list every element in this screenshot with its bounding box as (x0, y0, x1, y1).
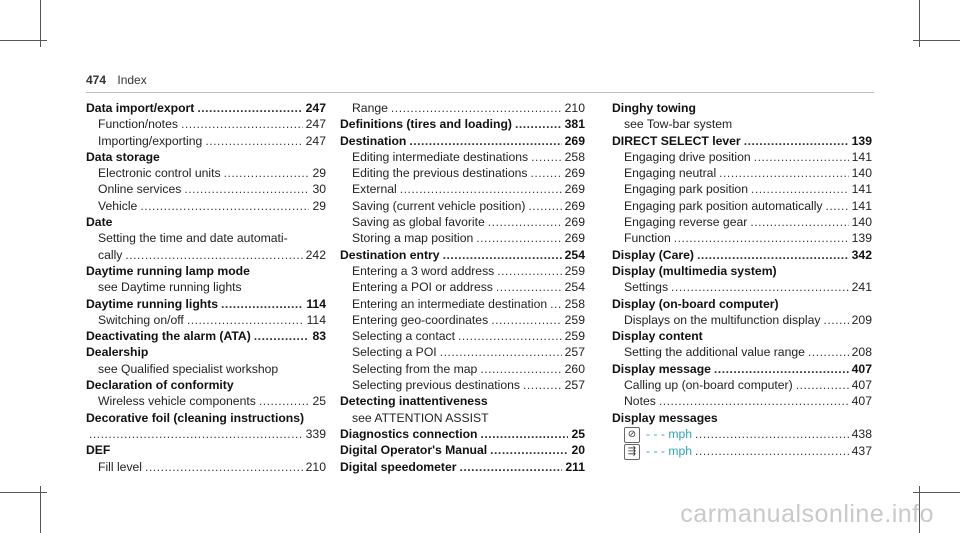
entry-label: Selecting from the map (352, 361, 478, 376)
entry-label: Electronic control units (98, 166, 221, 181)
entry-label: Data import/export (86, 101, 195, 115)
index-entry: Display (on-board computer) (612, 296, 779, 311)
index-entry (612, 393, 872, 409)
page-reference: 407 (851, 361, 872, 376)
watermark: carmanualsonline.info (680, 500, 934, 528)
index-entry: see Qualified specialist workshop (98, 361, 279, 376)
index-entry (612, 214, 872, 230)
entry-label: Engaging park position (624, 182, 748, 197)
entry-label: Importing/exporting (98, 133, 203, 148)
dot-leader (89, 426, 303, 442)
header-divider (86, 92, 874, 93)
dot-leader (695, 426, 849, 442)
dot-leader (523, 377, 562, 393)
entry-label: Setting the additional value range (624, 345, 805, 360)
index-entry (86, 459, 326, 475)
dot-leader (719, 165, 849, 181)
page-reference: 114 (306, 296, 326, 311)
index-entry (612, 361, 872, 377)
page-reference: 269 (564, 215, 585, 230)
dot-leader (659, 393, 849, 409)
dot-leader (460, 459, 563, 475)
index-entry (340, 230, 585, 246)
dot-leader (497, 263, 561, 279)
index-entry (340, 459, 585, 475)
dot-leader (490, 442, 568, 458)
entry-label: Digital speedometer (340, 459, 457, 474)
dot-leader (751, 181, 849, 197)
index-column-1 (86, 100, 326, 475)
entry-label: Editing intermediate destinations (352, 149, 529, 164)
index-entry (340, 279, 585, 295)
dot-leader (476, 230, 561, 246)
entry-label: Engaging neutral (624, 166, 717, 181)
section-title: Index (117, 73, 147, 87)
index-entry (86, 393, 326, 409)
index-entry (612, 426, 872, 443)
speed-placeholder: - - - mph (646, 443, 693, 458)
page-reference: 247 (305, 117, 326, 132)
entry-label: Notes (624, 394, 656, 409)
dot-leader (808, 344, 849, 360)
dot-leader (259, 393, 310, 409)
entry-label: Engaging reverse gear (624, 215, 748, 230)
dot-leader (671, 279, 849, 295)
dot-leader (391, 100, 562, 116)
index-entry: Display content (612, 329, 703, 344)
page-reference: 259 (564, 312, 585, 327)
index-entry (86, 181, 326, 197)
dot-leader (826, 198, 849, 214)
index-entry: Display (multimedia system) (612, 263, 777, 278)
crop-mark (913, 492, 960, 493)
page-reference: 29 (312, 198, 326, 213)
index-entry (86, 133, 326, 149)
index-entry (86, 328, 326, 344)
entry-label: Diagnostics connection (340, 426, 478, 441)
page-reference: 83 (312, 329, 326, 344)
page-reference: 25 (312, 394, 326, 409)
dot-leader (744, 133, 849, 149)
dot-leader (400, 181, 562, 197)
entry-label: Saving as global favorite (352, 215, 485, 230)
page-reference: 269 (564, 231, 585, 246)
entry-label: Destination (340, 133, 407, 148)
dot-leader (197, 100, 302, 116)
index-entry: Declaration of conformity (86, 378, 234, 393)
index-entry: Date (86, 215, 113, 230)
entry-label: Displays on the multifunction display (624, 312, 821, 327)
dot-leader (187, 312, 304, 328)
index-entry: Display messages (612, 410, 718, 425)
entry-label: Daytime running lights (86, 296, 219, 311)
entry-label: Destination entry (340, 247, 440, 262)
dot-leader (823, 312, 848, 328)
index-entry (340, 361, 585, 377)
dot-leader (480, 426, 568, 442)
page-reference: 269 (564, 133, 585, 148)
index-entry: see Tow-bar system (624, 117, 733, 132)
entry-label: DIRECT SELECT lever (612, 133, 741, 148)
index-entry (612, 133, 872, 149)
page-reference: 257 (564, 345, 585, 360)
page-reference: 254 (564, 247, 585, 262)
entry-label: Engaging park position automatically (624, 198, 823, 213)
dot-leader (796, 377, 849, 393)
index-entry (340, 377, 585, 393)
entry-label: Storing a map position (352, 231, 474, 246)
entry-label: Fill level (98, 459, 143, 474)
page-reference: 242 (305, 247, 326, 262)
entry-label: Definitions (tires and loading) (340, 117, 512, 132)
entry-label: Engaging drive position (624, 149, 751, 164)
entry-label (624, 426, 692, 443)
index-entry (612, 312, 872, 328)
page-reference: 211 (565, 459, 585, 474)
entry-label: Saving (current vehicle position) (352, 198, 526, 213)
dot-leader (550, 296, 562, 312)
index-entry: Dealership (86, 345, 149, 360)
index-entry (86, 165, 326, 181)
dot-leader (205, 133, 302, 149)
page-reference: 141 (851, 182, 872, 197)
page-reference: 437 (851, 443, 872, 458)
dot-leader (443, 247, 562, 263)
crop-mark (913, 40, 960, 41)
page-reference: 269 (564, 198, 585, 213)
index-entry: Data storage (86, 149, 160, 164)
dot-leader (221, 296, 303, 312)
index-entry (340, 198, 585, 214)
index-entry: Setting the time and date automati- (98, 231, 288, 246)
index-entry: Daytime running lamp mode (86, 263, 250, 278)
entry-label: Entering a 3 word address (352, 263, 495, 278)
index-entry (340, 328, 585, 344)
page-reference: 247 (305, 133, 326, 148)
index-entry (612, 443, 872, 460)
entry-label: Deactivating the alarm (ATA) (86, 329, 251, 344)
page-reference: 259 (564, 329, 585, 344)
index-column-2 (340, 100, 585, 475)
index-entry (340, 442, 585, 458)
page-reference: 247 (305, 101, 326, 115)
index-entry (340, 116, 585, 132)
dot-leader (458, 328, 562, 344)
page-reference: 141 (851, 149, 872, 164)
entry-label: Settings (624, 280, 669, 295)
entry-label: Editing the previous destinations (352, 166, 528, 181)
dot-leader (254, 328, 310, 344)
index-entry (340, 312, 585, 328)
page-reference: 257 (564, 378, 585, 393)
index-entry (612, 230, 872, 246)
entry-label: Range (352, 101, 388, 115)
entry-label: Selecting a POI (352, 345, 437, 360)
crop-mark (0, 40, 47, 41)
page-reference: 25 (571, 426, 585, 441)
page-header (86, 73, 147, 87)
page-reference: 258 (564, 149, 585, 164)
index-entry (340, 247, 585, 263)
index-entry: see ATTENTION ASSIST (352, 410, 489, 425)
entry-label: Entering an intermediate destination (352, 296, 548, 311)
dot-leader (528, 198, 561, 214)
page-reference: 407 (851, 378, 872, 393)
index-entry (612, 181, 872, 197)
page-reference: 114 (306, 312, 326, 327)
index-entry (86, 100, 326, 116)
index-entry (86, 198, 326, 214)
entry-label: Vehicle (98, 198, 138, 213)
speed-placeholder: - - - mph (646, 426, 693, 441)
crop-mark (40, 486, 41, 533)
dot-leader (714, 361, 849, 377)
index-entry (340, 100, 585, 116)
entry-label: Function (624, 231, 671, 246)
index-entry (86, 116, 326, 132)
dot-leader (440, 344, 562, 360)
dot-leader (125, 247, 302, 263)
entry-label: Entering a POI or address (352, 280, 493, 295)
index-entry (612, 377, 872, 393)
page-reference: 29 (312, 166, 326, 181)
dot-leader (750, 214, 848, 230)
index-entry: Dinghy towing (612, 101, 696, 115)
index-entry (86, 426, 326, 442)
index-entry: Decorative foil (cleaning instructions) (86, 410, 305, 425)
index-entry (340, 263, 585, 279)
dot-leader (480, 361, 561, 377)
dot-leader (488, 214, 562, 230)
entry-label: Calling up (on-board computer) (624, 378, 793, 393)
page-reference: 269 (564, 182, 585, 197)
dot-leader (145, 459, 303, 475)
index-entry (340, 133, 585, 149)
distance-pilot-icon: ⇶ (624, 444, 640, 460)
entry-label: Online services (98, 182, 182, 197)
entry-label: Wireless vehicle components (98, 394, 256, 409)
page-reference: 339 (305, 426, 326, 441)
index-entry (340, 149, 585, 165)
dot-leader (224, 165, 310, 181)
entry-label: Display message (612, 361, 711, 376)
dot-leader (754, 149, 849, 165)
page-number: 474 (86, 73, 107, 87)
entry-label: cally (98, 247, 123, 262)
entry-label: Digital Operator's Manual (340, 443, 488, 458)
dot-leader (184, 181, 309, 197)
entry-label: Selecting previous destinations (352, 378, 521, 393)
dot-leader (531, 149, 562, 165)
index-entry: DEF (86, 443, 111, 458)
page-reference: 407 (851, 394, 872, 409)
index-entry (612, 247, 872, 263)
index-entry (340, 426, 585, 442)
page-reference: 241 (851, 280, 872, 295)
index-entry (86, 247, 326, 263)
dot-leader (697, 247, 849, 263)
entry-label: Selecting a contact (352, 329, 455, 344)
page-reference: 258 (564, 296, 585, 311)
page-reference: 30 (312, 182, 326, 197)
crop-mark (0, 492, 47, 493)
index-entry (86, 312, 326, 328)
dot-leader (181, 116, 303, 132)
index-entry (612, 198, 872, 214)
dot-leader (515, 116, 562, 132)
index-entry (86, 296, 326, 312)
page-reference: 140 (851, 166, 872, 181)
speed-limiter-icon: ⊘ (624, 427, 640, 443)
index-entry (612, 165, 872, 181)
page-reference: 381 (564, 117, 585, 132)
index-entry (612, 344, 872, 360)
index-entry: Detecting inattentiveness (340, 394, 488, 409)
index-entry (340, 344, 585, 360)
entry-label: Entering geo-coordinates (352, 312, 489, 327)
page-reference: 141 (851, 198, 872, 213)
dot-leader (491, 312, 561, 328)
page-reference: 210 (305, 459, 326, 474)
page-reference: 269 (564, 166, 585, 181)
page-reference: 209 (851, 312, 872, 327)
entry-label: Display (Care) (612, 247, 694, 262)
page-reference: 210 (564, 101, 585, 115)
dot-leader (140, 198, 309, 214)
page-reference: 342 (851, 247, 872, 262)
index-entry: see Daytime running lights (98, 280, 242, 295)
entry-label: Function/notes (98, 117, 178, 132)
index-entry (340, 165, 585, 181)
page-reference: 139 (851, 231, 872, 246)
page-reference: 140 (851, 215, 872, 230)
page-reference: 20 (571, 443, 585, 458)
page-reference: 208 (851, 345, 872, 360)
dot-leader (409, 133, 561, 149)
page-reference: 254 (564, 280, 585, 295)
entry-label (624, 443, 692, 460)
index-entry (340, 181, 585, 197)
index-entry (612, 279, 872, 295)
index-entry (340, 296, 585, 312)
dot-leader (695, 443, 849, 459)
page-reference: 260 (564, 361, 585, 376)
entry-label: Switching on/off (98, 312, 184, 327)
dot-leader (674, 230, 849, 246)
index-entry (612, 149, 872, 165)
page-reference: 259 (564, 263, 585, 278)
page-reference: 139 (851, 133, 872, 148)
dot-leader (530, 165, 561, 181)
dot-leader (496, 279, 562, 295)
page-reference: 438 (851, 426, 872, 441)
index-column-3 (612, 100, 872, 460)
index-entry (340, 214, 585, 230)
entry-label: External (352, 182, 397, 197)
